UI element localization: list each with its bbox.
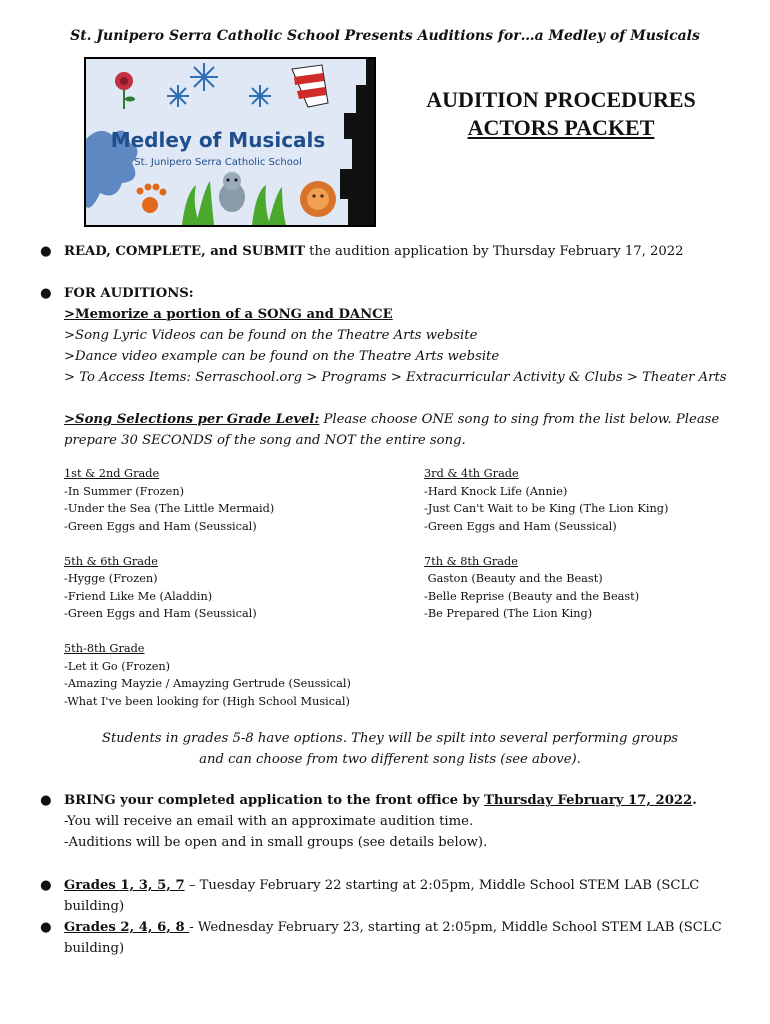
memorize-line: >Memorize a portion of a SONG and DANCE [64,307,393,322]
for-auditions-heading: FOR AUDITIONS: [64,286,194,301]
document-body [40,241,740,959]
song-item: Gaston (Beauty and the Beast) [424,572,603,585]
grade-heading: 7th & 8th Grade [424,554,518,568]
title-line-2: ACTORS PACKET [467,115,655,140]
title-line-1: AUDITION PROCEDURES [426,87,696,112]
title-block [392,86,730,142]
song-list [64,553,424,623]
logo-title: Medley of Musicals [110,128,326,152]
song-item: -Green Eggs and Ham (Seussical) [64,607,257,620]
page-header: St. Junipero Serra Catholic School Presents Auditions for…a Medley of Musicals [70,28,700,44]
song-item: -Friend Like Me (Aladdin) [64,589,213,603]
schedule-text: – Tuesday February 22 starting at 2:05pm, Middle School STEM LAB (SCLC building) [64,878,700,914]
bring-period: . [692,793,697,808]
song-lists [64,465,734,710]
snowflake-icon [249,85,271,107]
grade-heading: 5th-8th Grade [64,642,145,655]
grade-heading: 5th & 6th Grade [64,554,158,568]
song-item: -Just Can't Wait to be King (The Lion King) [424,502,669,515]
bullet-dot: ● [40,244,52,259]
read-deadline-text: the audition application by Thursday February 17, 2022 [304,244,684,259]
song-item: -Green Eggs and Ham (Seussical) [64,519,257,533]
bullet-read-submit [40,241,740,262]
song-item: -What I've been looking for (High School Musical) [64,694,350,708]
song-list [424,553,734,623]
song-item: -Hard Knock Life (Annie) [424,484,568,498]
grade-heading: 3rd & 4th Grade [424,467,519,480]
bullet-schedule-odd-grades [40,875,740,917]
options-note-line: Students in grades 5-8 have options. They will be spilt into several performing groups [101,731,679,746]
song-item: -In Summer (Frozen) [64,484,185,498]
info-line: > To Access Items: Serraschool.org > Programs > Extracurricular Activity & Clubs > Theater Arts [64,370,727,385]
song-item: -Under the Sea (The Little Mermaid) [64,502,275,515]
song-item: -Green Eggs and Ham (Seussical) [424,519,617,533]
song-item: -Amazing Mayzie / Amayzing Gertrude (Seussical) [64,677,351,690]
bullet-dot: ● [40,920,52,935]
logo-subtitle: St. Junipero Serra Catholic School [134,157,302,168]
schedule-text: - Wednesday February 23, starting at 2:05pm, Middle School STEM LAB (SCLC building) [64,920,722,956]
bullet-dot: ● [40,793,52,808]
song-selections-text: Please choose ONE song to sing from the list below. Please prepare 30 SECONDS of the song and NOT the entire song. [64,412,720,448]
song-item: -Hygge (Frozen) [64,572,158,585]
bullet-schedule-even-grades [40,917,740,959]
schedule-grades: Grades 2, 4, 6, 8 [64,920,190,935]
song-list [64,465,424,535]
info-line: >Dance video example can be found on the Theatre Arts website [64,349,500,364]
medley-of-musicals-logo [84,57,376,227]
bullet-dot: ● [40,878,52,893]
options-note-line: and can choose from two different song lists (see above). [199,752,581,767]
options-note [40,728,740,770]
snowflake-icon [167,85,189,107]
lion-icon [300,181,336,217]
bullet-bring-application [40,790,740,853]
song-list [424,465,734,535]
schedule-grades: Grades 1, 3, 5, 7 [64,878,185,893]
bullet-for-auditions [40,283,740,451]
bring-info-line: -Auditions will be open and in small groups (see details below). [64,835,488,850]
song-list [64,640,424,710]
bring-text: BRING your completed application to the front office by [64,793,485,808]
bullet-dot: ● [40,286,52,301]
read-complete-submit: READ, COMPLETE, and SUBMIT [64,244,305,259]
song-item: -Let it Go (Frozen) [64,659,171,673]
song-item: -Be Prepared (The Lion King) [424,607,593,620]
song-selections-heading: >Song Selections per Grade Level: [64,412,320,427]
info-line: >Song Lyric Videos can be found on the Theatre Arts website [64,328,478,343]
grade-heading: 1st & 2nd Grade [64,467,160,480]
song-selections-paragraph [64,409,740,451]
snowflake-icon [190,63,218,91]
bring-date: Thursday February 17, 2022 [484,793,693,808]
bring-info-line: -You will receive an email with an approximate audition time. [64,814,474,829]
song-item: -Belle Reprise (Beauty and the Beast) [424,589,640,603]
